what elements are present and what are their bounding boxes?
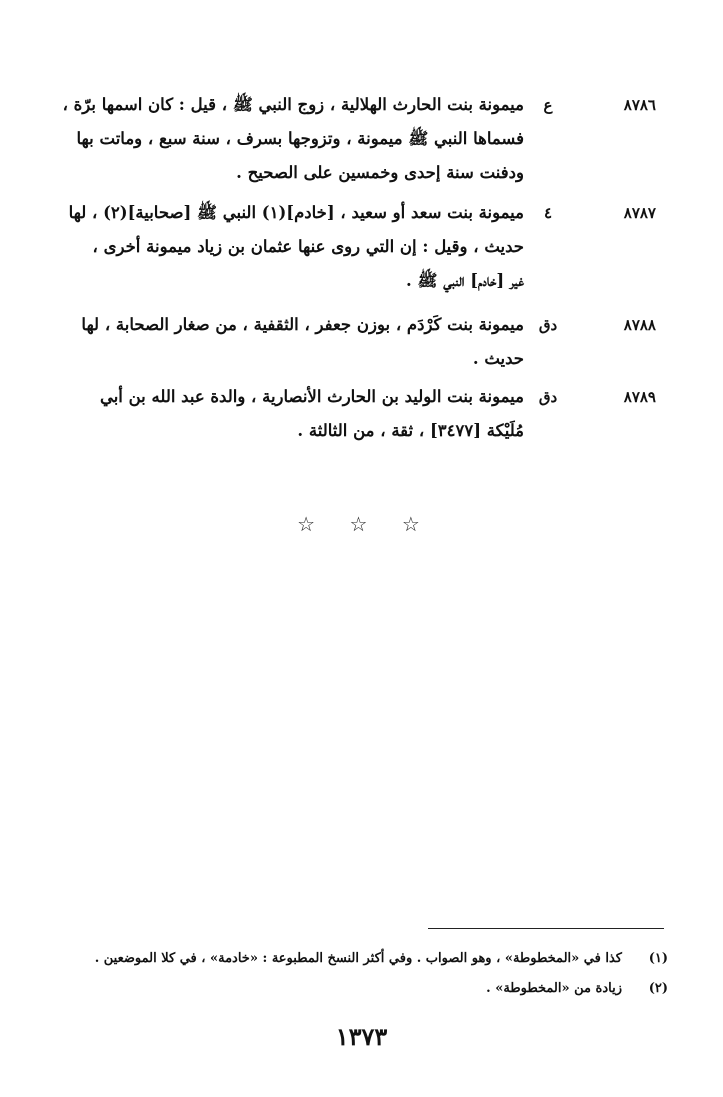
entry-text bbox=[81, 308, 524, 376]
footnote-2 bbox=[96, 978, 668, 1000]
entry-code: دق bbox=[538, 316, 558, 334]
entry-number: ٨٧٨٧ bbox=[623, 204, 656, 222]
entry-line: حديث . bbox=[472, 349, 524, 368]
entry-code: ع bbox=[543, 96, 553, 114]
footnote-marker: (١) bbox=[648, 951, 668, 966]
section-separator bbox=[0, 512, 723, 536]
footnote-text: زيادة من «المخطوطة» . bbox=[486, 981, 622, 996]
entry-code: دق bbox=[538, 388, 558, 406]
entry-number: ٨٧٨٨ bbox=[623, 316, 656, 334]
star-icon: ☆ bbox=[349, 512, 390, 536]
entry-line: فسماها النبي ﷺ ميمونة ، وتزوجها بسرف ، سنة سبع ، وماتت بها bbox=[76, 129, 524, 148]
entry-line: ميمونة بنت الحارث الهلالية ، زوج النبي ﷺ ، قيل : كان اسمها برّة ، bbox=[62, 95, 524, 114]
entry-line: مُلَيْكة [٣٤٧٧] ، ثقة ، من الثالثة . bbox=[297, 421, 524, 440]
entry-8788 bbox=[81, 308, 656, 376]
entry-8789 bbox=[96, 380, 656, 448]
entry-line: ميمونة بنت كَرْدَم ، بوزن جعفر ، الثقفية ، من صغار الصحابة ، لها bbox=[81, 315, 524, 334]
footnote-text: كذا في «المخطوطة» ، وهو الصواب . وفي أكثر النسخ المطبوعة : «خادمة» ، في كلا الموضعين . bbox=[94, 951, 622, 966]
entry-line: غير [خادم] النبي ﷺ . bbox=[406, 271, 524, 290]
page-number: ١٣٧٣ bbox=[335, 1022, 388, 1051]
entry-8787 bbox=[68, 196, 656, 298]
entry-line: ميمونة بنت سعد أو سعيد ، [خادم](١) النبي ﷺ [صحابية](٢) ، لها bbox=[68, 203, 524, 222]
footnote-marker: (٢) bbox=[648, 981, 668, 996]
entry-number: ٨٧٨٩ bbox=[623, 388, 656, 406]
footnote-divider bbox=[428, 928, 664, 929]
entry-number: ٨٧٨٦ bbox=[623, 96, 656, 114]
star-icon: ☆ bbox=[401, 512, 442, 536]
star-icon: ☆ bbox=[297, 512, 338, 536]
footnote-1 bbox=[96, 948, 668, 970]
entry-code: ٤ bbox=[543, 204, 553, 222]
entry-line: ودفنت سنة إحدى وخمسين على الصحيح . bbox=[236, 163, 524, 182]
entry-text bbox=[62, 88, 524, 190]
entry-8786 bbox=[62, 88, 656, 190]
entry-line: حديث ، وقيل : إن التي روى عنها عثمان بن زياد ميمونة أخرى ، bbox=[92, 237, 524, 256]
entry-line: ميمونة بنت الوليد بن الحارث الأنصارية ، والدة عبد الله بن أبي bbox=[99, 387, 524, 406]
entry-text bbox=[96, 380, 524, 448]
entry-text bbox=[68, 196, 524, 298]
